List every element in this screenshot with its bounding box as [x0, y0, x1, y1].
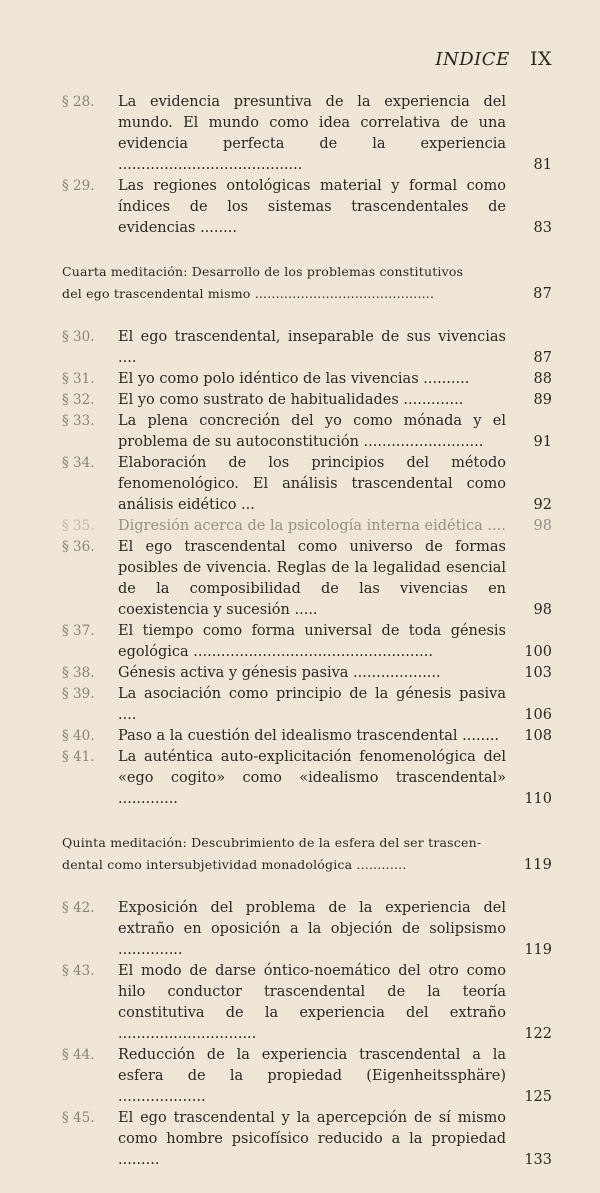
section-number: § 37.	[62, 623, 95, 639]
toc-entry	[62, 1108, 552, 1171]
section-number: § 30.	[62, 329, 95, 345]
toc-entry	[62, 516, 552, 537]
entry-page: 98	[533, 518, 552, 534]
section-number: § 28.	[62, 94, 95, 110]
section-number: § 32.	[62, 392, 95, 408]
toc-block-fourth-meditation	[62, 327, 552, 810]
toc-entry	[62, 663, 552, 684]
section-number: § 39.	[62, 686, 95, 702]
toc-entry	[62, 684, 552, 726]
section-number: § 36.	[62, 539, 95, 555]
section-number: § 43.	[62, 963, 95, 979]
toc-entry	[62, 369, 552, 390]
entry-title: Elaboración de los principios del método fenomenológico. El análisis trascendental como análisis eidético ...	[118, 455, 506, 513]
section-number: § 38.	[62, 665, 95, 681]
entry-title: La auténtica auto-explicitación fenomenológica del «ego cogito» como «idealismo trascendental» .............	[118, 749, 506, 807]
entry-title: Las regiones ontológicas material y formal como índices de los sistemas trascendentales de evidencias ........	[118, 178, 506, 236]
entry-page: 108	[524, 728, 552, 744]
section-number: § 41.	[62, 749, 95, 765]
toc-heading-fourth-meditation	[62, 261, 552, 305]
section-number: § 42.	[62, 900, 95, 916]
entry-title: El yo como polo idéntico de las vivencias ..........	[118, 371, 470, 387]
entry-page: 81	[533, 157, 552, 173]
section-number: § 29.	[62, 178, 95, 194]
entry-title: El modo de darse óntico-noemático del otro como hilo conductor trascendental de la teoría constitutiva de la experiencia del extraño ..............................	[118, 963, 506, 1042]
entry-page: 133	[524, 1152, 552, 1168]
entry-title: El ego trascendental como universo de formas posibles de vivencia. Reglas de la legalidad esencial de la composibilidad de las vivencias en coexistencia y sucesión .....	[118, 539, 506, 618]
entry-page: 100	[524, 644, 552, 660]
toc-entry	[62, 411, 552, 453]
running-head	[435, 48, 552, 70]
entry-title: Digresión acerca de la psicología interna eidética ....	[118, 518, 506, 534]
entry-title: La asociación como principio de la génesis pasiva ....	[118, 686, 506, 723]
entry-title: El yo como sustrato de habitualidades .............	[118, 392, 464, 408]
running-head-title: INDICE	[435, 49, 510, 70]
section-number: § 33.	[62, 413, 95, 429]
section-number: § 35.	[62, 518, 95, 534]
toc-entry	[62, 961, 552, 1045]
entry-title: El tiempo como forma universal de toda génesis egológica ....................................................	[118, 623, 506, 660]
entry-page: 119	[524, 942, 552, 958]
section-number: § 40.	[62, 728, 95, 744]
entry-page: 91	[533, 434, 552, 450]
toc-block-fifth-meditation	[62, 898, 552, 1171]
entry-page: 83	[533, 220, 552, 236]
toc-entry	[62, 176, 552, 239]
heading-page: 87	[533, 286, 552, 302]
entry-title: Paso a la cuestión del idealismo trascendental ........	[118, 728, 500, 744]
toc-entry	[62, 747, 552, 810]
toc-entry	[62, 621, 552, 663]
entry-title: El ego trascendental, inseparable de sus vivencias ....	[118, 329, 506, 366]
toc-entry	[62, 898, 552, 961]
heading-line-1: Quinta meditación: Descubrimiento de la esfera del ser trascen-	[62, 835, 482, 850]
section-number: § 31.	[62, 371, 95, 387]
heading-line-1: Cuarta meditación: Desarrollo de los problemas constitutivos	[62, 264, 464, 279]
entry-page: 88	[533, 371, 552, 387]
table-of-contents	[62, 92, 552, 1193]
entry-page: 110	[524, 791, 552, 807]
toc-entry	[62, 92, 552, 176]
entry-page: 106	[524, 707, 552, 723]
entry-title: Exposición del problema de la experiencia del extraño en oposición a la objeción de solipsismo ..............	[118, 900, 506, 958]
entry-title: El ego trascendental y la apercepción de sí mismo como hombre psicofísico reducido a la propiedad .........	[118, 1110, 506, 1168]
entry-title: La plena concreción del yo como mónada y el problema de su autoconstitución ..........................	[118, 413, 506, 450]
entry-title: Génesis activa y génesis pasiva ...................	[118, 665, 441, 681]
entry-title: Reducción de la experiencia trascendental a la esfera de la propiedad (Eigenheitssphäre) ...................	[118, 1047, 506, 1105]
toc-entry	[62, 1045, 552, 1108]
toc-entry	[62, 726, 552, 747]
entry-page: 89	[533, 392, 552, 408]
entry-title: La evidencia presuntiva de la experiencia del mundo. El mundo como idea correlativa de una evidencia perfecta de la experiencia ........................................	[118, 94, 506, 173]
heading-line-2: del ego trascendental mismo ...........................................	[62, 286, 435, 301]
toc-block-third-meditation-end	[62, 92, 552, 239]
entry-page: 122	[524, 1026, 552, 1042]
toc-entry	[62, 453, 552, 516]
entry-page: 103	[524, 665, 552, 681]
entry-page: 92	[533, 497, 552, 513]
section-number: § 34.	[62, 455, 95, 471]
toc-entry	[62, 537, 552, 621]
section-number: § 44.	[62, 1047, 95, 1063]
toc-entry	[62, 327, 552, 369]
section-number: § 45.	[62, 1110, 95, 1126]
page-number-roman: IX	[529, 48, 552, 70]
heading-line-2: dental como intersubjetividad monadológica ............	[62, 857, 407, 872]
toc-entry	[62, 390, 552, 411]
entry-page: 87	[533, 350, 552, 366]
heading-page: 119	[523, 857, 552, 873]
entry-page: 98	[533, 602, 552, 618]
toc-heading-fifth-meditation	[62, 832, 552, 876]
entry-page: 125	[524, 1089, 552, 1105]
